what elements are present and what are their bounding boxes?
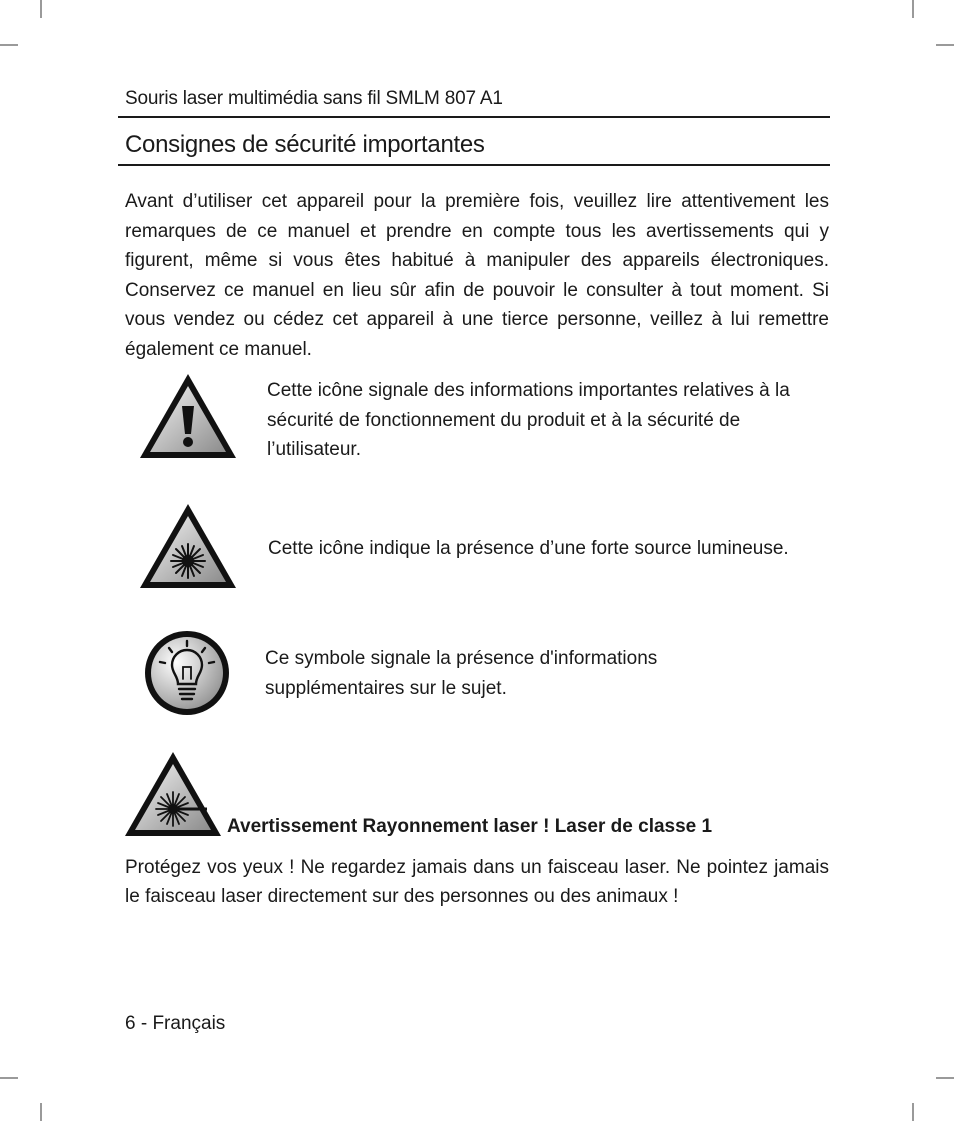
crop-mark: [40, 1103, 42, 1121]
section-title: Consignes de sécurité importantes: [125, 131, 485, 158]
product-title: Souris laser multimédia sans fil SMLM 807 A1: [125, 88, 503, 109]
symbol-description: Ce symbole signale la présence d'informations supplémentaires sur le sujet.: [265, 648, 658, 699]
crop-mark: [0, 1077, 18, 1079]
laser-warning-text: Protégez vos yeux ! Ne regardez jamais dans un faisceau laser. Ne pointez jamais le faisceau laser directement sur des personnes ou des animaux !: [125, 857, 829, 907]
crop-mark: [936, 44, 954, 46]
crop-mark: [936, 1077, 954, 1079]
title-rule: [118, 164, 830, 166]
laser-warning-icon: [123, 750, 223, 838]
lightbulb-info-icon: [143, 629, 231, 717]
intro-paragraph: Avant d’utiliser cet appareil pour la première fois, veuillez lire attentivement les remarques de ce manuel et prendre en compte tous les avertissements qui y figurent, même si vous êtes habitué à manipuler des appareils électroniques. Conservez ce manuel en lieu sûr afin de pouvoir le consulter à tout moment. Si vous vendez ou cédez cet appareil à une tierce personne, veillez à lui remettre également ce manuel.: [125, 191, 829, 360]
bright-light-warning-icon: [138, 502, 238, 590]
crop-mark: [0, 44, 18, 46]
crop-mark: [912, 1103, 914, 1121]
symbol-description: Cette icône signale des informations importantes relatives à la sécurité de fonctionnement du produit et à la sécurité de l’utilisateur.: [267, 380, 790, 460]
page-number: 6 - Français: [125, 1013, 226, 1034]
symbol-description: Cette icône indique la présence d’une forte source lumineuse.: [268, 538, 789, 559]
laser-warning-title: Avertissement Rayonnement laser ! Laser de classe 1: [227, 816, 713, 837]
crop-mark: [912, 0, 914, 18]
warning-exclamation-icon: [138, 372, 238, 460]
crop-mark: [40, 0, 42, 18]
header-rule: [118, 116, 830, 118]
